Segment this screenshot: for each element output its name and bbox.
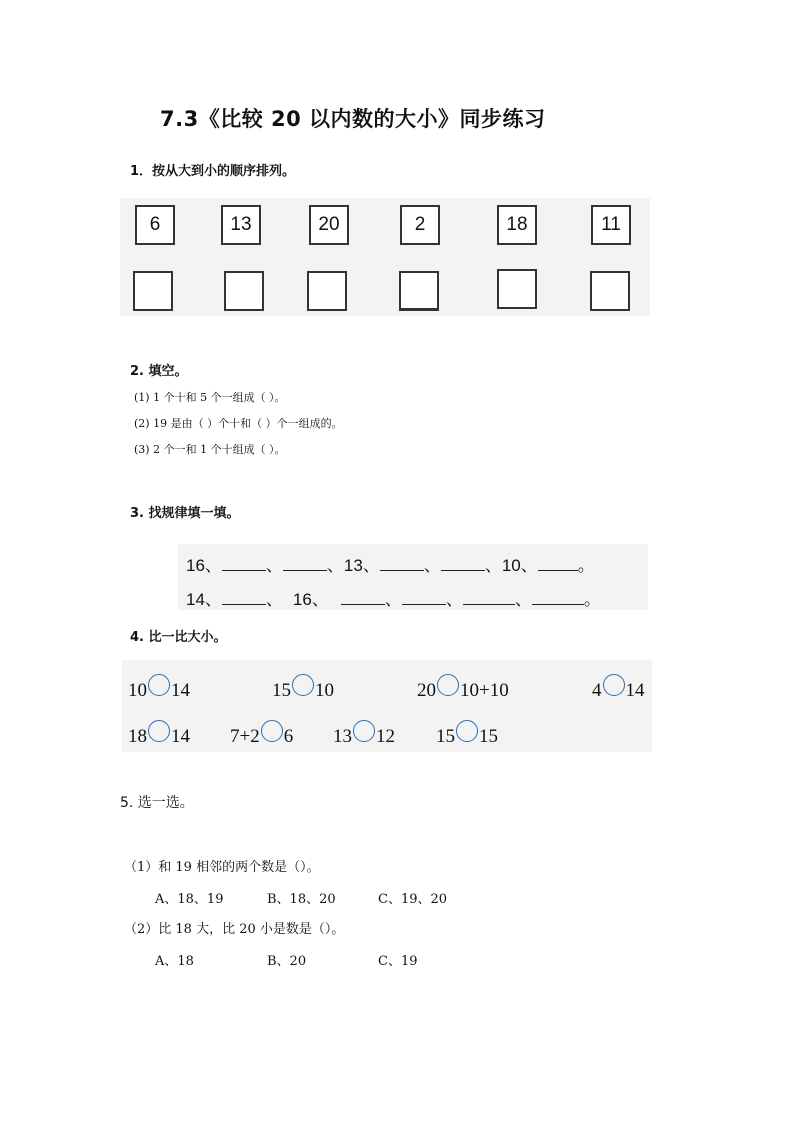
comparison: 13 12 bbox=[333, 726, 395, 748]
blank[interactable] bbox=[380, 570, 424, 571]
comparison: 15 10 bbox=[272, 680, 334, 702]
choice-option-c[interactable]: C、19 bbox=[378, 954, 418, 969]
blank[interactable] bbox=[222, 570, 266, 571]
q2-heading: 2. 填空。 bbox=[130, 364, 188, 379]
comparison: 15 15 bbox=[436, 726, 498, 748]
pattern-row-1: 16、 、 、13、 、 、10、 。 bbox=[186, 556, 595, 575]
comparison: 4 14 bbox=[592, 680, 645, 702]
comparison: 18 14 bbox=[128, 726, 190, 748]
choice-question: （1）和 19 相邻的两个数是（）。 bbox=[124, 860, 320, 875]
number-box: 20 bbox=[309, 205, 349, 245]
choice-option-c[interactable]: C、19、20 bbox=[378, 892, 448, 907]
q5-heading: 5. 选一选。 bbox=[120, 795, 194, 811]
blank[interactable] bbox=[283, 570, 327, 571]
blank[interactable] bbox=[341, 604, 385, 605]
fill-item: (1) 1 个十和 5 个一组成（ ）。 bbox=[134, 391, 286, 404]
answer-box[interactable] bbox=[224, 271, 264, 311]
number-box: 2 bbox=[400, 205, 440, 245]
page-title: 7.3《比较 20 以内数的大小》同步练习 bbox=[160, 107, 546, 131]
fill-item: (2) 19 是由（ ）个十和（ ）个一组成的。 bbox=[134, 417, 343, 430]
answer-box[interactable] bbox=[497, 269, 537, 309]
blank[interactable] bbox=[402, 604, 446, 605]
choice-option-b[interactable]: B、18、20 bbox=[267, 892, 336, 907]
blank[interactable] bbox=[222, 604, 266, 605]
blank[interactable] bbox=[463, 604, 515, 605]
compare-circle[interactable] bbox=[148, 720, 170, 742]
comparison: 10 14 bbox=[128, 680, 190, 702]
choice-option-a[interactable]: A、18 bbox=[155, 954, 194, 969]
fill-item: (3) 2 个一和 1 个十组成（ ）。 bbox=[134, 443, 286, 456]
q1-panel bbox=[120, 198, 650, 316]
number-box: 6 bbox=[135, 205, 175, 245]
answer-box[interactable] bbox=[590, 271, 630, 311]
compare-circle[interactable] bbox=[456, 720, 478, 742]
q1-heading: 1．按从大到小的顺序排列。 bbox=[130, 164, 296, 179]
blank[interactable] bbox=[441, 570, 485, 571]
blank[interactable] bbox=[532, 604, 584, 605]
number-box: 11 bbox=[591, 205, 631, 245]
answer-box[interactable] bbox=[133, 271, 173, 311]
answer-box[interactable] bbox=[399, 271, 439, 311]
compare-circle[interactable] bbox=[261, 720, 283, 742]
compare-circle[interactable] bbox=[603, 674, 625, 696]
blank[interactable] bbox=[538, 570, 578, 571]
comparison: 7+2 6 bbox=[230, 726, 293, 748]
choice-option-b[interactable]: B、20 bbox=[267, 954, 307, 969]
compare-circle[interactable] bbox=[148, 674, 170, 696]
answer-box[interactable] bbox=[307, 271, 347, 311]
compare-circle[interactable] bbox=[437, 674, 459, 696]
comparison: 20 10+10 bbox=[417, 680, 509, 702]
pattern-row-2: 14、 、 16、 、 、 、 。 bbox=[186, 590, 601, 609]
number-box: 13 bbox=[221, 205, 261, 245]
compare-circle[interactable] bbox=[353, 720, 375, 742]
compare-circle[interactable] bbox=[292, 674, 314, 696]
choice-option-a[interactable]: A、18、19 bbox=[155, 892, 224, 907]
choice-question: （2）比 18 大，比 20 小是数是（）。 bbox=[124, 922, 345, 937]
q4-heading: 4. 比一比大小。 bbox=[130, 630, 227, 645]
q3-heading: 3. 找规律填一填。 bbox=[130, 506, 240, 521]
number-box: 18 bbox=[497, 205, 537, 245]
